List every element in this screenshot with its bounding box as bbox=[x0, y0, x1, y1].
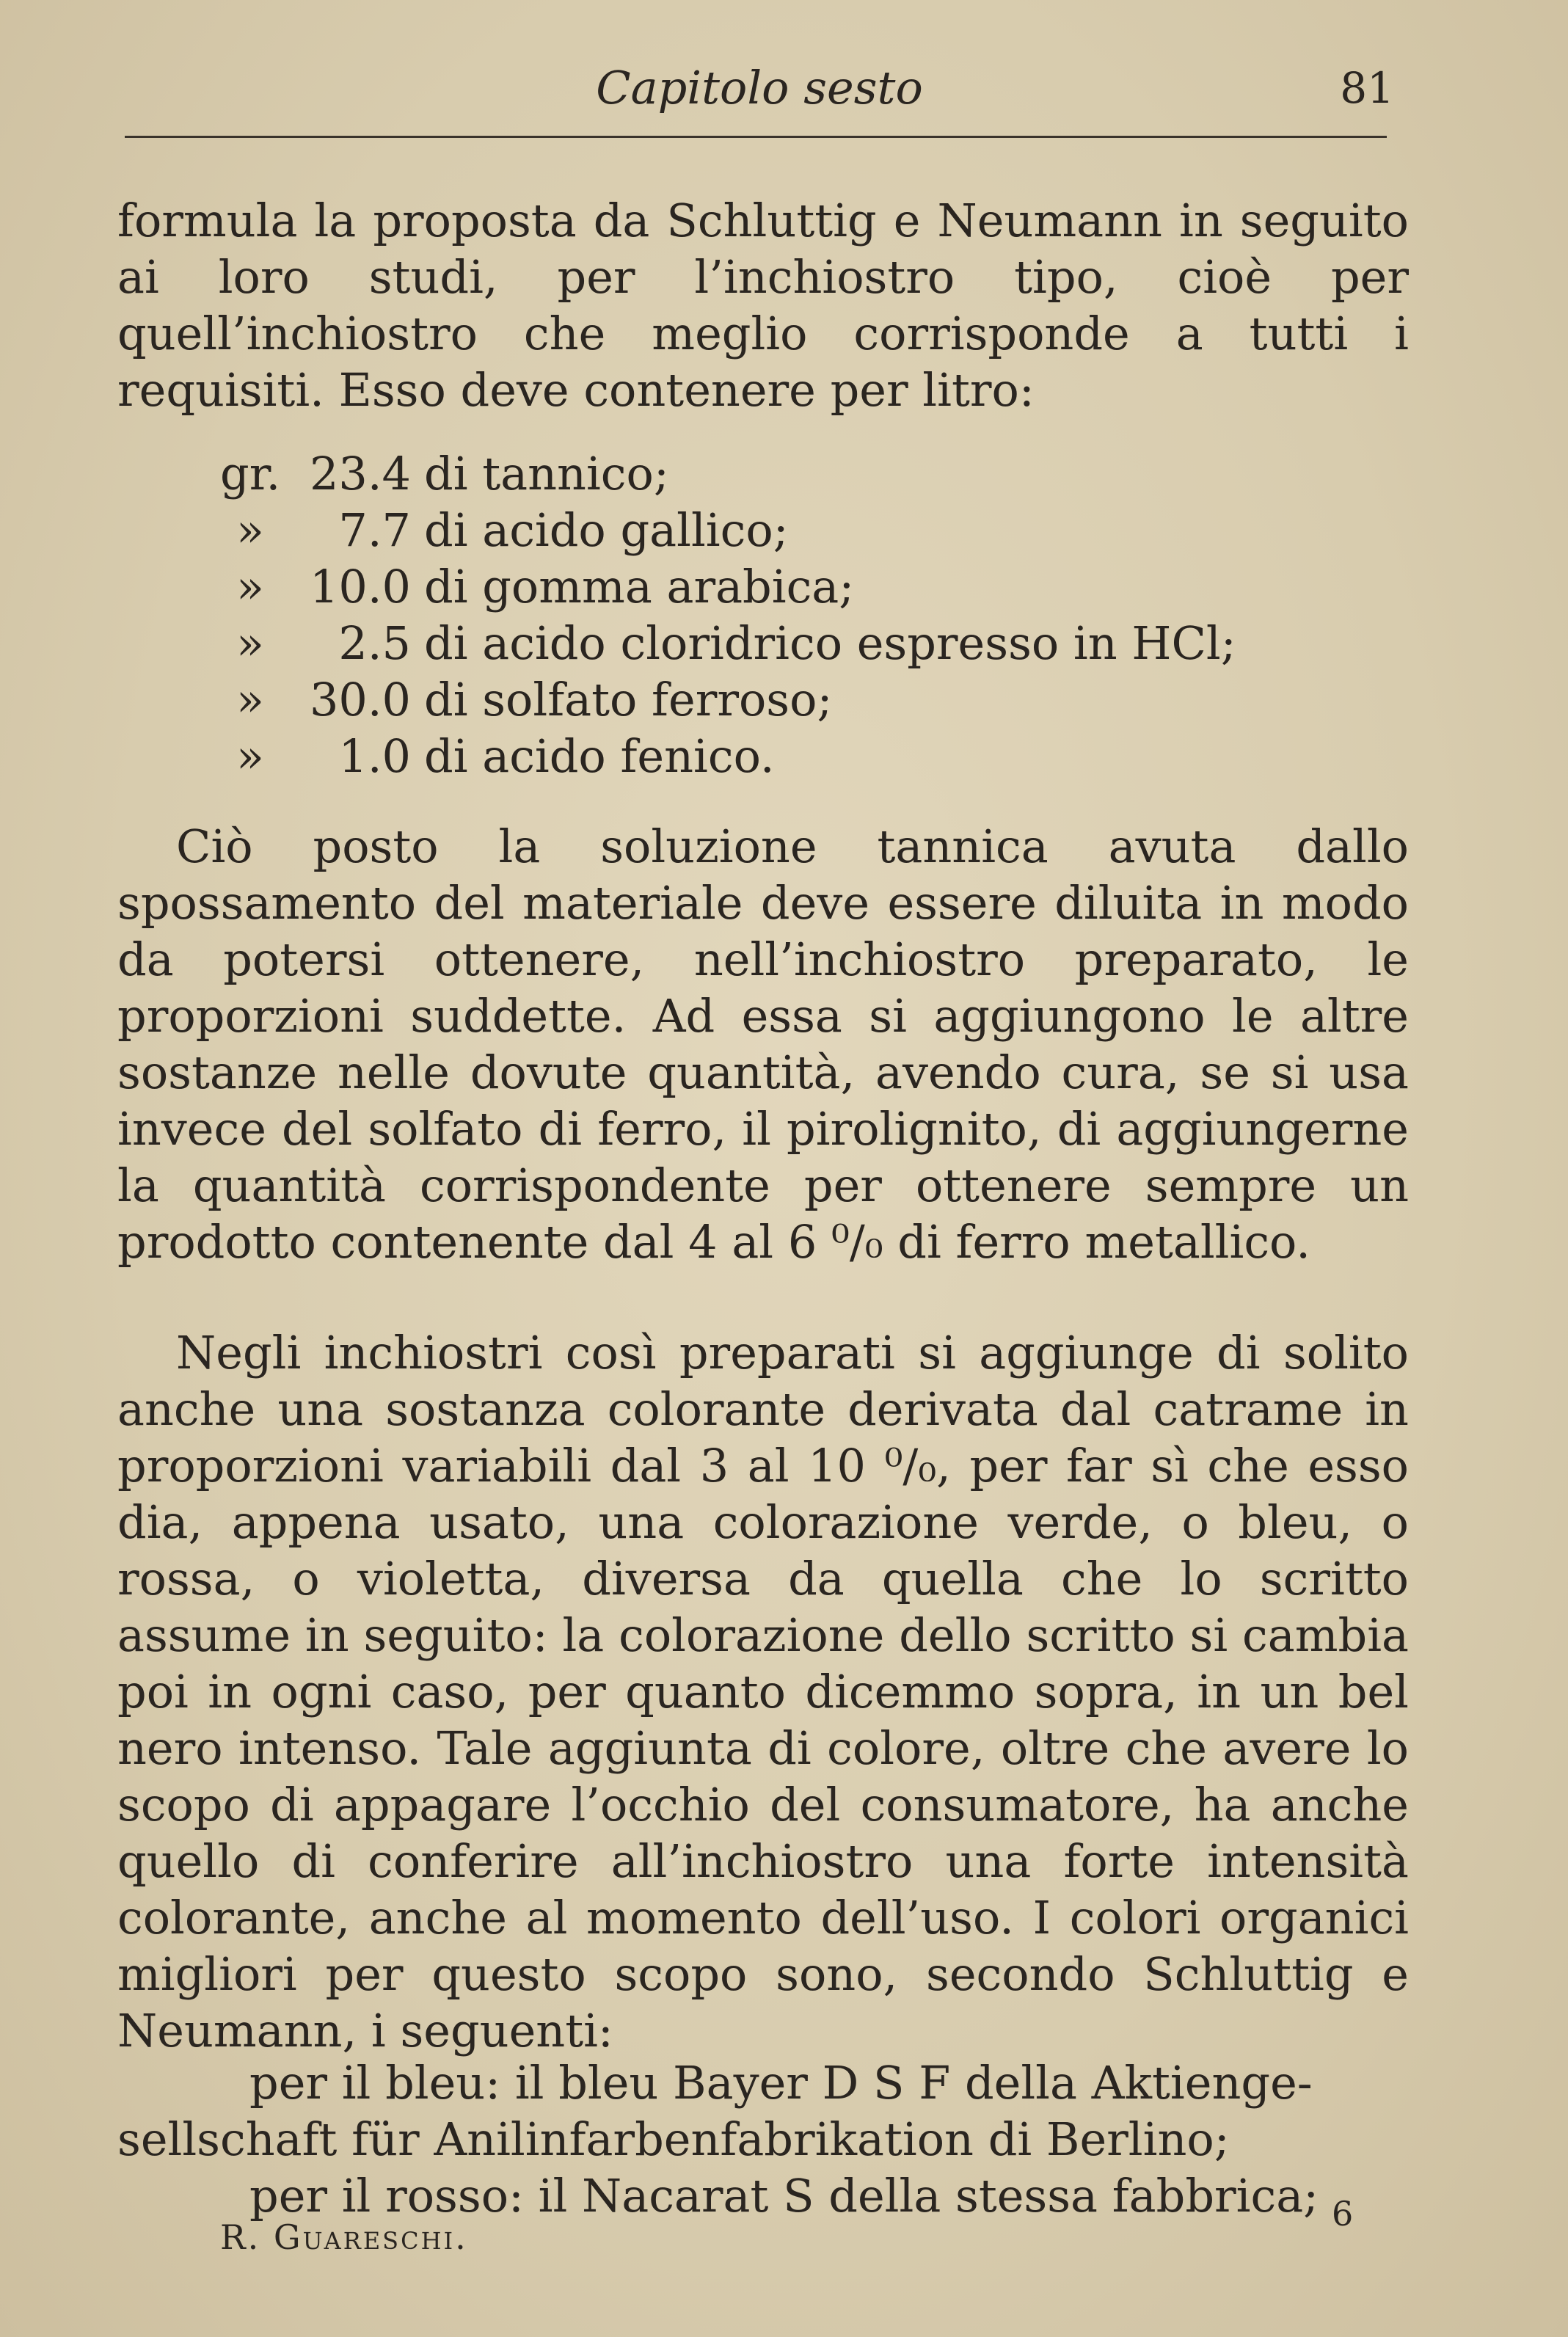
recipe-amount: 2.5 bbox=[338, 616, 411, 670]
recipe-amount: 30.0 bbox=[309, 673, 411, 726]
ink-recipe-list bbox=[220, 445, 1394, 784]
paragraph-text: Ciò posto la soluzione tannica avuta dallo spossamento del materiale deve essere diluita in modo da potersi ottenere, nell’inchiostro preparato, le proporzioni suddette. Ad essa si aggiungono le altre sostanze nelle dovute quantità, avendo cura, se si usa invece del solfato di ferro, il pirolignito, di aggiungerne la quantità corrispondente per ottenere sempre un prodotto contenente dal 4 al 6 ⁰/₀ di ferro metallico. bbox=[117, 820, 1409, 1269]
recipe-ditto-mark: » bbox=[236, 729, 264, 783]
paragraph-dilution bbox=[117, 818, 1409, 1270]
recipe-row bbox=[220, 558, 1394, 615]
dye-red-line bbox=[117, 2168, 1438, 2224]
paragraph-colorants bbox=[117, 1324, 1409, 2059]
recipe-ditto-mark: » bbox=[236, 560, 264, 613]
intro-paragraph: formula la proposta da Schluttig e Neumann in seguito ai loro studi, per l’inchiostro tipo, cioè per quell’inchiostro che meglio corrisponde a tutti i requisiti. Esso deve contenere per litro: bbox=[117, 194, 1409, 417]
recipe-ingredient: di acido gallico; bbox=[424, 503, 789, 557]
author-signature: R. Guareschi. bbox=[220, 2217, 468, 2257]
page-header bbox=[125, 59, 1394, 117]
recipe-row bbox=[220, 671, 1394, 728]
header-rule bbox=[125, 136, 1387, 138]
dye-blue-line bbox=[117, 2055, 1438, 2111]
recipe-amount: 10.0 bbox=[309, 560, 411, 613]
recipe-row bbox=[220, 445, 1394, 502]
running-head: Capitolo sesto bbox=[596, 61, 923, 114]
recipe-ingredient: di tannico; bbox=[424, 447, 669, 500]
recipe-ditto-mark: » bbox=[236, 503, 264, 557]
recipe-ingredient: di acido fenico. bbox=[424, 729, 775, 783]
recipe-row bbox=[220, 728, 1394, 784]
recipe-ingredient: di solfato ferroso; bbox=[424, 673, 833, 726]
recipe-row bbox=[220, 502, 1394, 558]
sheet-number: 6 bbox=[1332, 2194, 1354, 2234]
recipe-amount: 1.0 bbox=[338, 729, 411, 783]
page-number: 81 bbox=[1340, 63, 1394, 113]
recipe-ingredient: di acido cloridrico espresso in HCl; bbox=[424, 616, 1236, 670]
dye-red-text: per il rosso: il Nacarat S della stessa fabbrica; bbox=[249, 2169, 1319, 2223]
recipe-unit: gr. bbox=[220, 447, 281, 500]
recipe-row bbox=[220, 615, 1394, 671]
recipe-ditto-mark: » bbox=[236, 673, 264, 726]
recipe-ditto-mark: » bbox=[236, 616, 264, 670]
recipe-ingredient: di gomma arabica; bbox=[424, 560, 855, 613]
dye-blue-text: per il bleu: il bleu Bayer D S F della Aktienge- bbox=[249, 2056, 1313, 2110]
paragraph-text: Negli inchiostri così preparati si aggiunge di solito anche una sostanza colorante derivata dal catrame in proporzioni variabili dal 3 al 10 ⁰/₀, per far sì che esso dia, appena usato, una colorazione verde, o bleu, o rossa, o violetta, diversa da quella che lo scritto assume in seguito: la colorazione dello scritto si cambia poi in ogni caso, per quanto dicemmo sopra, in un bel nero intenso. Tale aggiunta di colore, oltre che avere lo scopo di appagare l’occhio del consumatore, ha anche quello di conferire all’inchiostro una forte intensità colorante, anche al momento dell’uso. I colori organici migliori per questo scopo sono, secondo Schluttig e Neumann, i seguenti: bbox=[117, 1326, 1409, 2057]
dye-blue-text-cont: sellschaft für Anilinfarbenfabrikation di Berlino; bbox=[117, 2112, 1230, 2166]
recipe-amount: 7.7 bbox=[338, 503, 411, 557]
dye-blue-continuation bbox=[117, 2111, 1438, 2168]
recipe-amount: 23.4 bbox=[309, 447, 411, 500]
